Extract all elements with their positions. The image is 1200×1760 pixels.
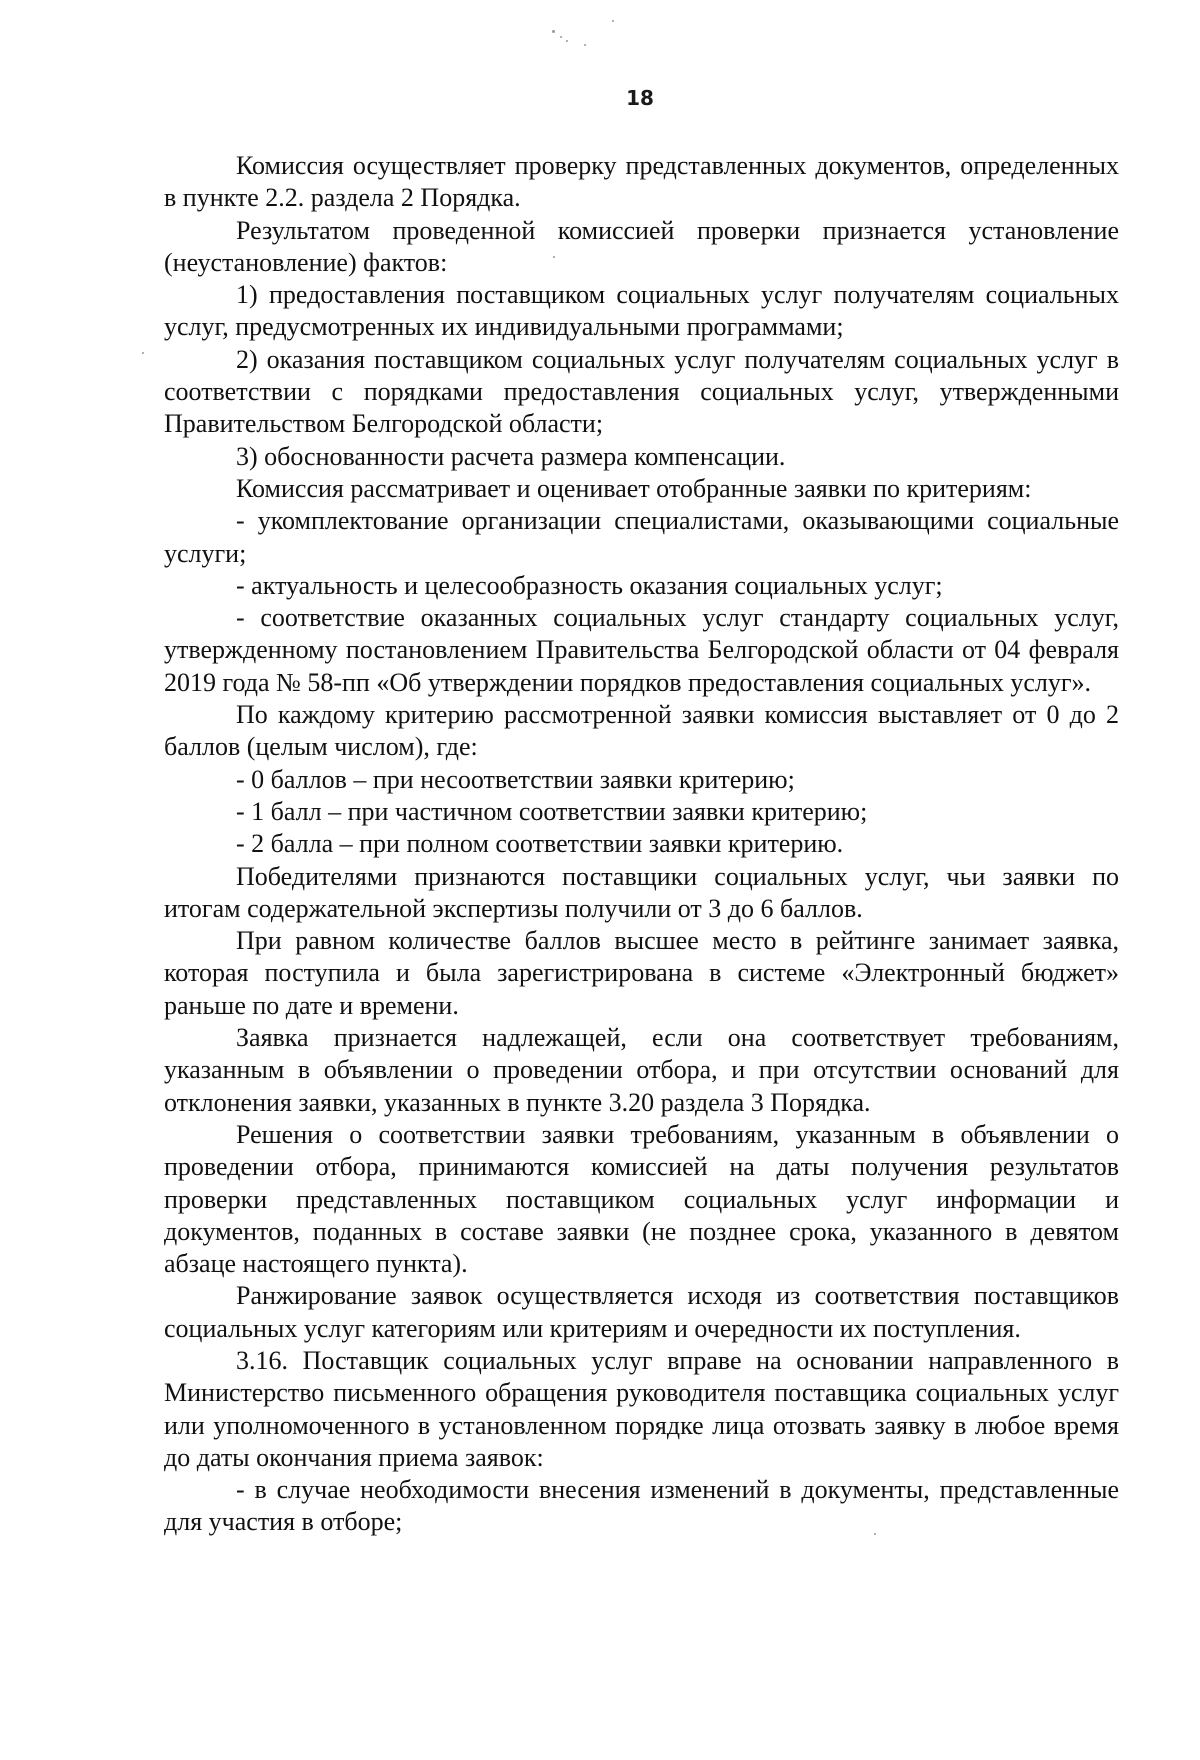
- scan-speck: [584, 44, 586, 46]
- document-body: [164, 150, 1119, 1539]
- paragraph: - 1 балл – при частичном соответствии заявки критерию;: [236, 796, 868, 826]
- paragraph: 2) оказания поставщиком социальных услуг получателям социальных услуг в соответствии с порядками предоставления социальных услуг, утвержденными Правительством Белгородской области;: [164, 344, 1119, 439]
- scan-speck: [566, 40, 568, 42]
- paragraph: Победителями признаются поставщики социальных услуг, чьи заявки по итогам содержательной экспертизы получили от 3 до 6 баллов.: [164, 861, 1119, 923]
- scan-speck: [142, 352, 144, 354]
- paragraph: 3) обоснованности расчета размера компенсации.: [236, 441, 786, 471]
- paragraph: Комиссия рассматривает и оценивает отобранные заявки по критериям:: [236, 473, 1032, 503]
- paragraph: - 2 балла – при полном соответствии заявки критерию.: [236, 829, 844, 859]
- paragraph: По каждому критерию рассмотренной заявки комиссия выставляет от 0 до 2 баллов (целым числом), где:: [164, 700, 1119, 762]
- paragraph: При равном количестве баллов высшее место в рейтинге занимает заявка, которая поступила и была зарегистрирована в системе «Электронный бюджет» раньше по дате и времени.: [164, 926, 1119, 1020]
- paragraph: - 0 баллов – при несоответствии заявки критерию;: [236, 764, 795, 794]
- paragraph: Результатом проведенной комиссией проверки признается установление (неустановление) фактов:: [164, 215, 1119, 277]
- paragraph: - актуальность и целесообразность оказания социальных услуг;: [236, 570, 943, 600]
- paragraph: Решения о соответствии заявки требованиям, указанным в объявлении о проведении отбора, принимаются комиссией на даты получения результатов проверки представленных поставщиком социальных услуг информации и документов, поданных в составе заявки (не позднее срока, указанного в девятом абзаце настоящего пункта).: [164, 1119, 1119, 1279]
- paragraph: - укомплектование организации специалистами, оказывающими социальные услуги;: [164, 506, 1119, 568]
- paragraph: Заявка признается надлежащей, если она соответствует требованиям, указанным в объявлении о проведении отбора, и при отсутствии оснований для отклонения заявки, указанных в пункте 3.20 раздела 3 Порядка.: [164, 1023, 1119, 1117]
- scan-speck: [552, 30, 555, 33]
- scan-speck: [560, 36, 562, 38]
- page-number: 18: [626, 86, 654, 110]
- paragraph: 1) предоставления поставщиком социальных услуг получателям социальных услуг, предусмотренных их индивидуальными программами;: [164, 280, 1119, 342]
- scan-speck: [612, 20, 614, 22]
- paragraph: 3.16. Поставщик социальных услуг вправе на основании направленного в Министерство письменного обращения руководителя поставщика социальных услуг или уполномоченного в установленном порядке лица отозвать заявку в любое время до даты окончания приема заявок:: [164, 1345, 1119, 1472]
- paragraph: Комиссия осуществляет проверку представленных документов, определенных в пункте 2.2. раздела 2 Порядка.: [164, 151, 1119, 213]
- paragraph: - в случае необходимости внесения изменений в документы, представленные для участия в отборе;: [164, 1475, 1119, 1537]
- paragraph: Ранжирование заявок осуществляется исходя из соответствия поставщиков социальных услуг категориям или критериям и очередности их поступления.: [164, 1281, 1119, 1343]
- paragraph: - соответствие оказанных социальных услуг стандарту социальных услуг, утвержденному постановлением Правительства Белгородской области от 04 февраля 2019 года № 58-пп «Об утверждении порядков предоставления социальных услуг».: [164, 603, 1119, 697]
